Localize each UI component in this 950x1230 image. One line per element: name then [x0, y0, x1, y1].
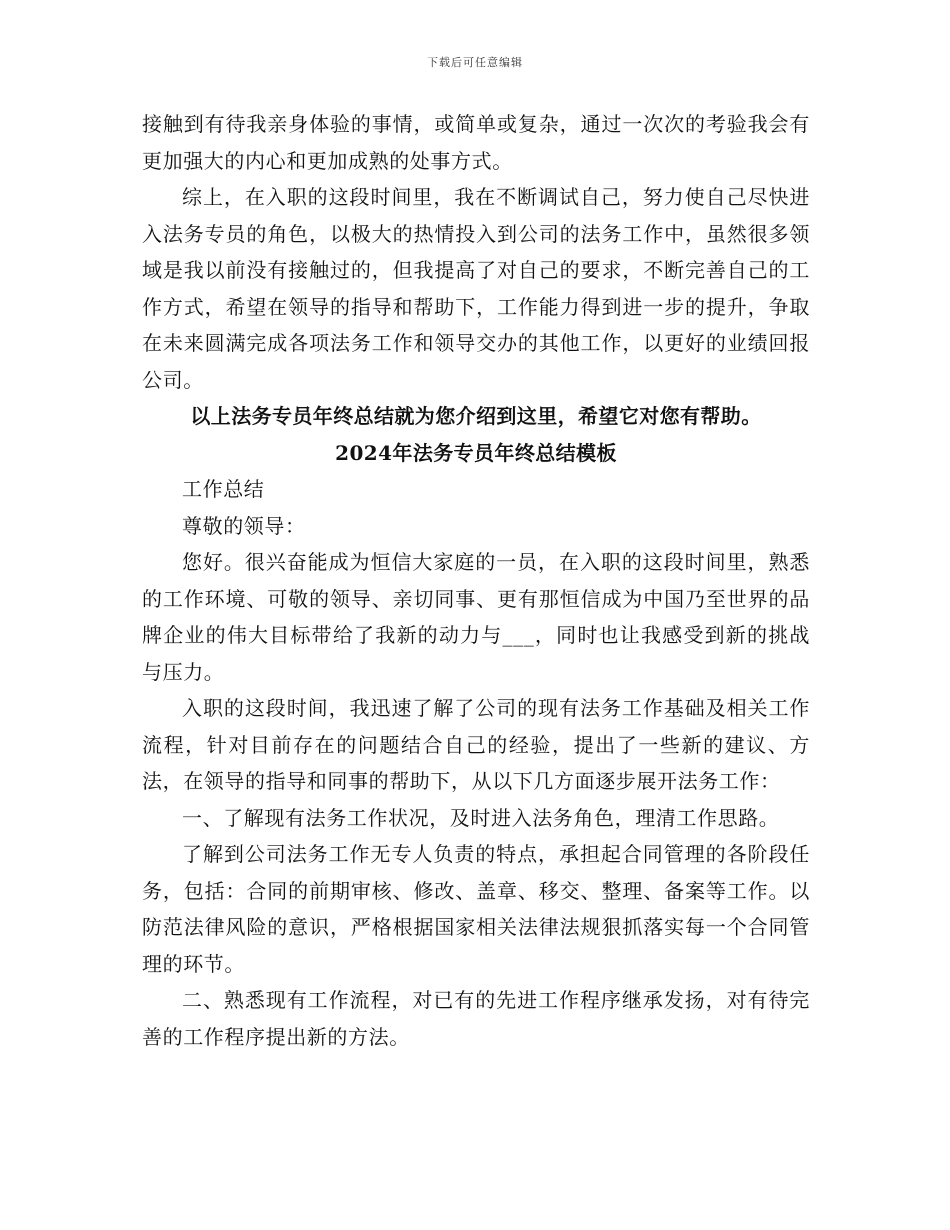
section-heading: 工作总结	[182, 477, 265, 501]
body-paragraph: 入职的这段时间，我迅速了解了公司的现有法务工作基础及相关工作流程，针对目前存在的问题结合自己的经验，提出了一些新的建议、方法，在领导的指导和同事的帮助下，从以下几方面逐步展开法务工作：	[142, 696, 810, 793]
paragraph-summary: 综上，在入职的这段时间里，我在不断调试自己，努力使自己尽快进入法务专员的角色，以极大的热情投入到公司的法务工作中，虽然很多领域是我以前没有接触过的，但我提高了对自己的要求，不断完善自己的工作方式，希望在领导的指导和帮助下，工作能力得到进一步的提升，争取在未来圆满完成各项法务工作和领导交办的其他工作，以更好的业绩回报公司。	[142, 185, 810, 392]
page-header: 下载后可任意编辑	[427, 56, 523, 69]
section-title: 2024年法务专员年终总结模板	[335, 440, 617, 465]
body-paragraph: 二、熟悉现有工作流程，对已有的先进工作程序继承发扬，对有待完善的工作程序提出新的方法。	[142, 988, 810, 1049]
document-body	[142, 106, 810, 1055]
closing-line: 以上法务专员年终总结就为您介绍到这里，希望它对您有帮助。	[190, 404, 762, 428]
body-paragraph: 您好。很兴奋能成为恒信大家庭的一员，在入职的这段时间里，熟悉的工作环境、可敬的领导、亲切同事、更有那恒信成为中国乃至世界的品牌企业的伟大目标带给了我新的动力与___，同时也让我感受到新的挑战与压力。	[142, 550, 810, 684]
salutation: 尊敬的领导：	[182, 513, 306, 538]
paragraph-continuation: 接触到有待我亲身体验的事情，或简单或复杂，通过一次次的考验我会有更加强大的内心和更加成熟的处事方式。	[142, 112, 810, 173]
body-paragraph: 了解到公司法务工作无专人负责的特点，承担起合同管理的各阶段任务，包括：合同的前期审核、修改、盖章、移交、整理、备案等工作。以防范法律风险的意识，严格根据国家相关法律法规狠抓落实每一个合同管理的环节。	[142, 842, 810, 976]
body-paragraph: 一、了解现有法务工作状况，及时进入法务角色，理清工作思路。	[182, 805, 780, 830]
